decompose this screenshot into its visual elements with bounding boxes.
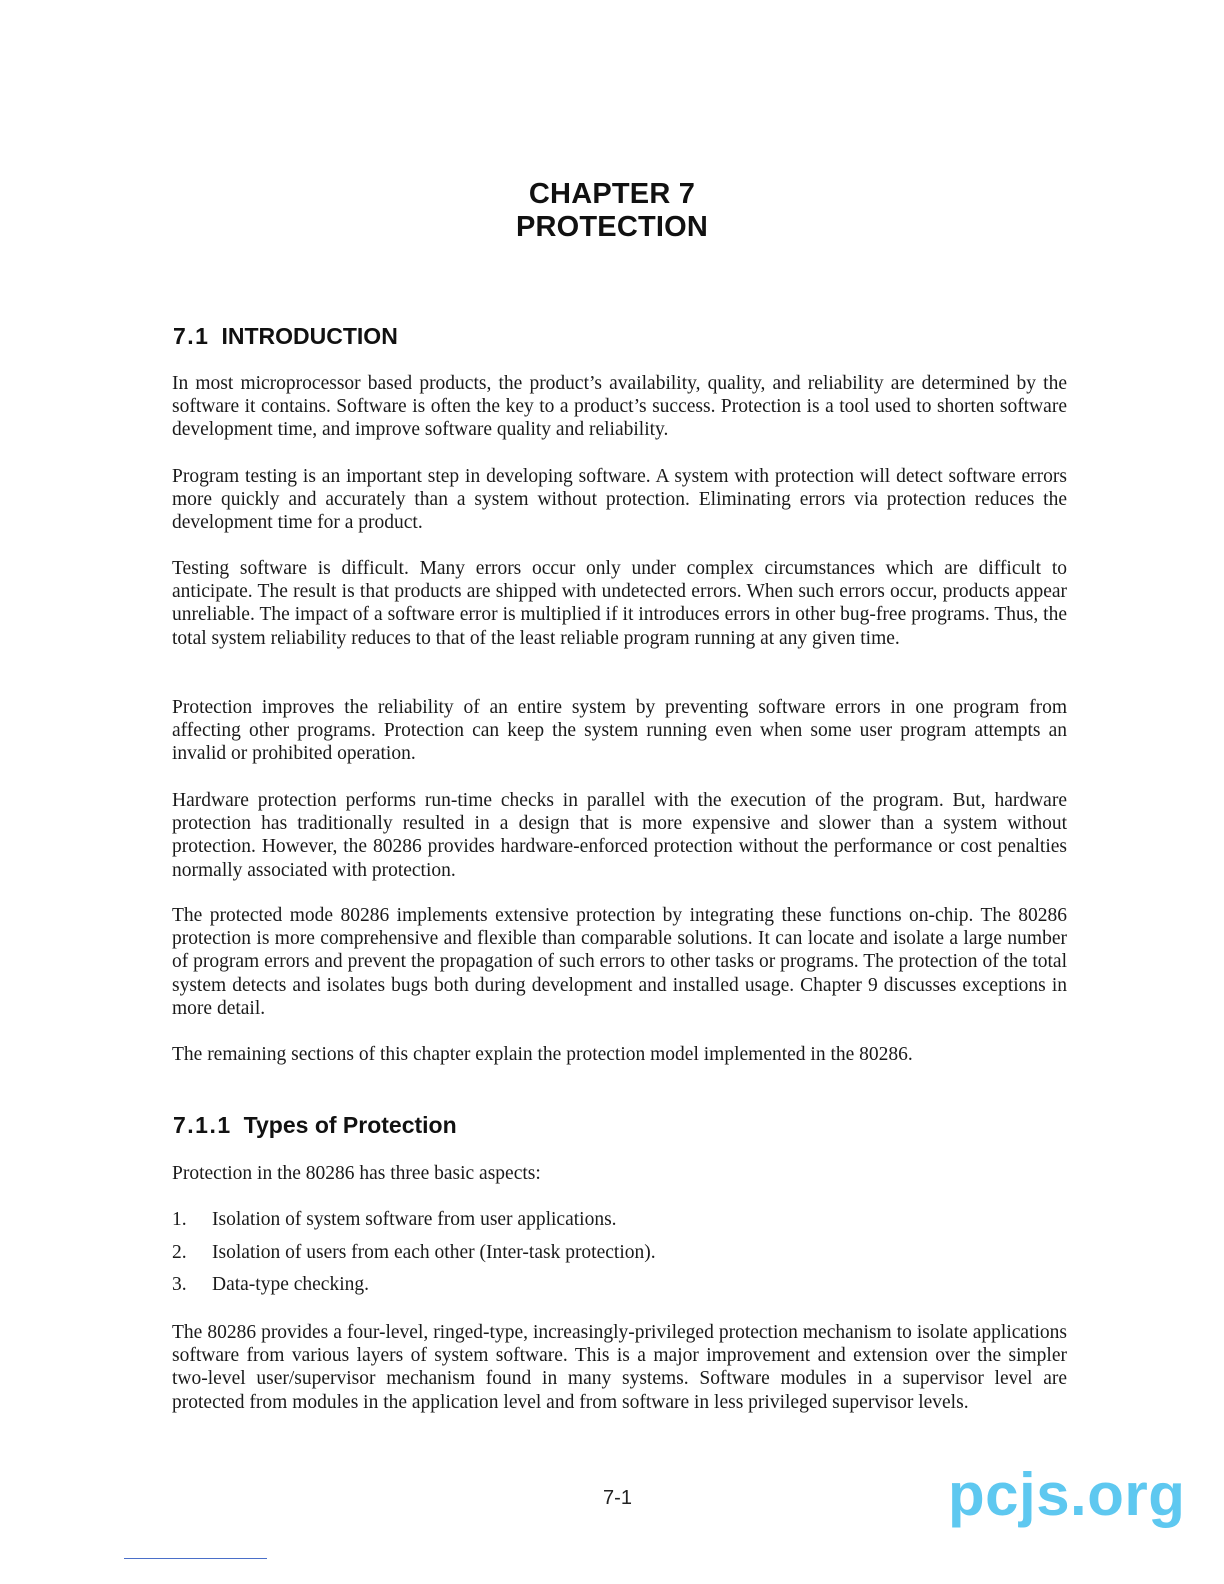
paragraph: In most microprocessor based products, the product’s availability, quality, and reliability are determined by the software it contains. Software is often the key to a product’s success. Protection is a tool used to shorten software development time, and improve software quality and reliability. — [172, 373, 1067, 441]
list-item — [172, 1273, 1067, 1306]
section-title: INTRODUCTION — [221, 323, 398, 349]
section-heading-introduction — [173, 322, 398, 350]
paragraph: The remaining sections of this chapter explain the protection model implemented in the 80286. — [172, 1044, 913, 1065]
paragraph: The protected mode 80286 implements extensive protection by integrating these functions on-chip. The 80286 protection is more comprehensive and flexible than comparable solutions. It can locate and isolate a large number of program errors and prevent the propagation of such errors to other tasks or programs. The protection of the total system detects and isolates bugs both during development and installed usage. Chapter 9 discusses exceptions in more detail. — [172, 905, 1067, 1019]
watermark-logo: pcjs.org — [948, 1461, 1186, 1528]
chapter-title: PROTECTION — [515, 211, 709, 243]
list-item — [172, 1241, 1067, 1274]
list-marker: 3. — [172, 1274, 187, 1295]
section-number: 7.1 — [173, 323, 210, 349]
list-item-text: Data-type checking. — [212, 1274, 370, 1295]
list-item — [172, 1208, 1067, 1241]
section-number: 7.1.1 — [173, 1112, 232, 1138]
paragraph: Protection in the 80286 has three basic aspects: — [172, 1163, 541, 1184]
numbered-list — [172, 1208, 1067, 1306]
list-item-text: Isolation of users from each other (Inter-task protection). — [212, 1241, 656, 1263]
section-heading-types-of-protection — [173, 1111, 457, 1139]
chapter-number: CHAPTER 7 — [528, 178, 696, 210]
list-marker: 1. — [172, 1209, 187, 1230]
paragraph: Program testing is an important step in developing software. A system with protection will detect software errors more quickly and accurately than a system without protection. Eliminating errors via protection reduces the development time for a product. — [172, 466, 1067, 534]
bottom-rule — [124, 1558, 267, 1559]
page-number: 7-1 — [603, 1487, 632, 1509]
section-title: Types of Protection — [243, 1112, 457, 1138]
list-marker: 2. — [172, 1241, 187, 1263]
paragraph: Protection improves the reliability of an entire system by preventing software errors in one program from affecting other programs. Protection can keep the system running even when some user program attempts an invalid or prohibited operation. — [172, 697, 1067, 765]
paragraph: Testing software is difficult. Many errors occur only under complex circumstances which are difficult to anticipate. The result is that products are shipped with undetected errors. When such errors occur, products appear unreliable. The impact of a software error is multiplied if it introduces errors in other bug-free programs. Thus, the total system reliability reduces to that of the least reliable program running at any given time. — [172, 558, 1067, 649]
chapter-heading — [0, 178, 1224, 244]
paragraph: Hardware protection performs run-time checks in parallel with the execution of the program. But, hardware protection has traditionally resulted in a design that is more expensive and slower than a system without protection. However, the 80286 provides hardware-enforced protection without the performance or cost penalties normally associated with protection. — [172, 790, 1067, 881]
paragraph: The 80286 provides a four-level, ringed-type, increasingly-privileged protection mechanism to isolate applications software from various layers of system software. This is a major improvement and extension over the simpler two-level user/supervisor mechanism found in many systems. Software modules in a supervisor level are protected from modules in the application level and from software in less privileged supervisor levels. — [172, 1322, 1067, 1413]
list-item-text: Isolation of system software from user applications. — [212, 1209, 617, 1230]
